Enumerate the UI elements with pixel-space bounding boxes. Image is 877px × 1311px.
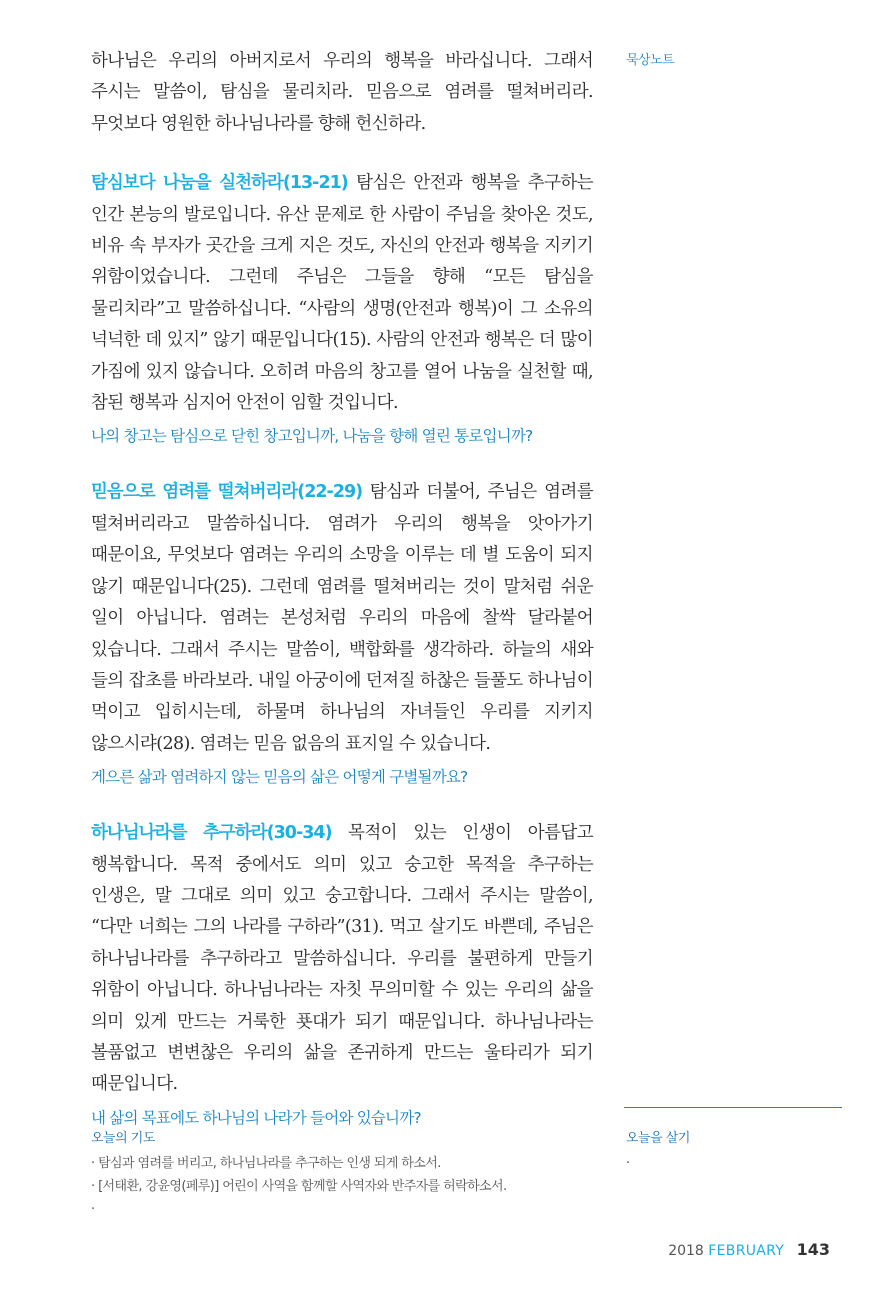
footer-year: 2018 <box>668 1243 704 1259</box>
living-today-label: 오늘을 살기 <box>626 1131 690 1146</box>
section-3 <box>91 818 593 1131</box>
living-today <box>626 1127 842 1175</box>
sidebar-divider <box>624 1107 842 1108</box>
section-paragraph <box>91 818 593 1101</box>
prayer-item: · [서태환, 강윤영(페루)] 어린이 사역을 함께할 사역자와 반주자를 허락하소서. <box>91 1175 611 1198</box>
section-heading: 하나님나라를 추구하라(30-34) <box>91 823 332 844</box>
reflection-question: 게으른 삶과 염려하지 않는 믿음의 삶은 어떻게 구별될까요? <box>91 768 468 787</box>
section-paragraph <box>91 168 593 419</box>
section-heading: 탐심보다 나눔을 실천하라(13-21) <box>91 173 348 194</box>
reflection-question: 나의 창고는 탐심으로 닫힌 창고입니까, 나눔을 향해 열린 통로입니까? <box>91 427 533 446</box>
section-1 <box>91 168 593 449</box>
meditation-body <box>91 46 593 1131</box>
prayer-item <box>91 1198 611 1221</box>
reflection-question: 내 삶의 목표에도 하나님의 나라가 들어와 있습니까? <box>91 1108 421 1127</box>
section-paragraph <box>91 477 593 760</box>
intro-paragraph: 하나님은 우리의 아버지로서 우리의 행복을 바라십니다. 그래서 주시는 말씀이, 탐심을 물리치라. 믿음으로 염려를 떨쳐버리라. 무엇보다 영원한 하나님나라를 향해 헌신하라. <box>91 51 593 134</box>
section-body: 목적이 있는 인생이 아름답고 행복합니다. 목적 중에서도 의미 있고 숭고한 목적을 추구하는 인생은, 말 그대로 의미 있고 숭고합니다. 그래서 주시는 말씀이, “다만 너희는 그의 나라를 구하라”(31). 먹고 살기도 바쁜데, 주님은 하나님나라를 추구하라고 말씀하십니다. 우리를 불편하게 만들기 위함이 아닙니다. 하나님나라는 자칫 무의미할 수 있는 우리의 삶을 의미 있게 만드는 거룩한 푯대가 되기 때문입니다. 하나님나라는 볼품없고 변변찮은 우리의 삶을 존귀하게 만드는 울타리가 되기 때문입니다. <box>91 823 594 1095</box>
prayer-item: · 탐심과 염려를 버리고, 하나님나라를 추구하는 인생 되게 하소서. <box>91 1152 611 1175</box>
meditation-note-title: 묵상노트 <box>626 53 675 68</box>
section-body: 탐심과 더불어, 주님은 염려를 떨쳐버리라고 말씀하십니다. 염려가 우리의 행복을 앗아가기 때문이요, 무엇보다 염려는 우리의 소망을 이루는 데 별 도움이 되지 않기 때문입니다(25). 그런데 염려를 떨쳐버리는 것이 말처럼 쉬운 일이 아닙니다. 염려는 본성처럼 우리의 마음에 찰싹 달라붙어 있습니다. 그래서 주시는 말씀이, 백합화를 생각하라. 하늘의 새와 들의 잡초를 바라보라. 내일 아궁이에 던져질 하찮은 들풀도 하나님이 먹이고 입히시는데, 하물며 하나님의 자녀들인 우리를 지키지 않으시랴(28). 염려는 믿음 없음의 표지일 수 있습니다. <box>91 482 593 754</box>
section-2 <box>91 477 593 790</box>
section-body: 탐심은 안전과 행복을 추구하는 인간 본능의 발로입니다. 유산 문제로 한 사람이 주님을 찾아온 것도, 비유 속 부자가 곳간을 크게 지은 것도, 자신의 안전과 행복을 지키기 위함이었습니다. 그런데 주님은 그들을 향해 “모든 탐심을 물리치라”고 말씀하십니다. “사람의 생명(안전과 행복)이 그 소유의 넉넉한 데 있지” 않기 때문입니다(15). 사람의 안전과 행복은 더 많이 가짐에 있지 않습니다. 오히려 마음의 창고를 열어 나눔을 실천할 때, 참된 행복과 심지어 안전이 임할 것입니다. <box>91 173 593 414</box>
prayer-list <box>91 1152 611 1221</box>
living-today-item: · <box>626 1156 631 1171</box>
prayer-label: 오늘의 기도 <box>91 1131 155 1146</box>
page-number: 143 <box>796 1240 830 1259</box>
section-heading: 믿음으로 염려를 떨쳐버리라(22-29) <box>91 482 363 503</box>
footer-month: FEBRUARY <box>708 1243 785 1259</box>
todays-prayer <box>91 1127 611 1221</box>
page-footer <box>668 1240 830 1259</box>
